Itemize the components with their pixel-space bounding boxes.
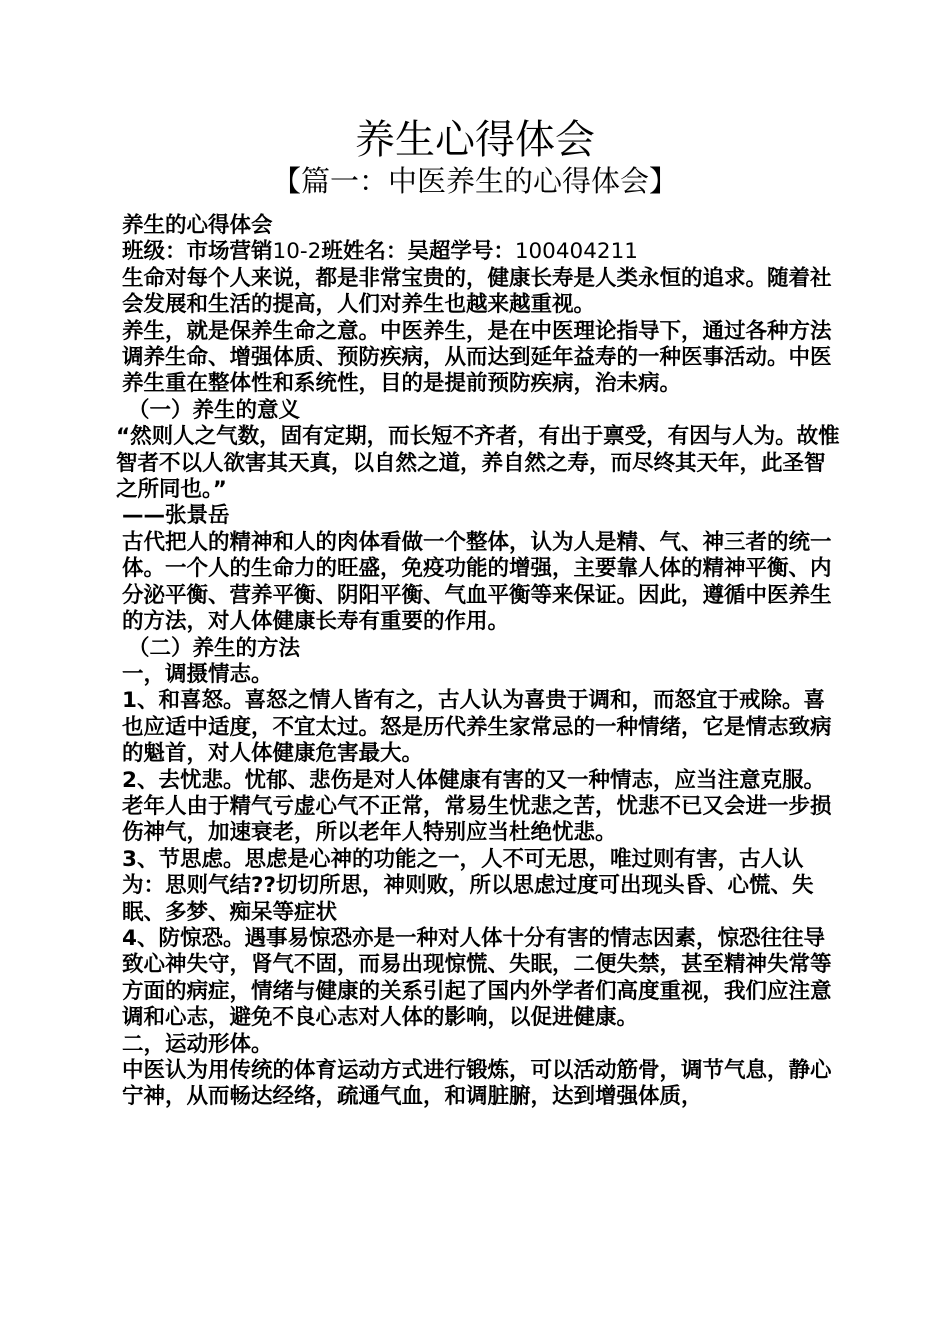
- method-item-1: 1、和喜怒。喜怒之情人皆有之，古人认为喜贵于调和，而怒宜于戒除。喜也应适中适度，不宜太过。怒是历代养生家常忌的一种情绪，它是情志致病的魁首，对人体健康危害最大。: [122, 688, 832, 767]
- method-item-4: 4、防惊恐。遇事易惊恐亦是一种对人体十分有害的情志因素，惊恐往往导致心神失守，肾气不固，而易出现惊慌、失眠，二便失禁，甚至精神失常等方面的病症，情绪与健康的关系引起了国内外学者们高度重视，我们应注意调和心志，避免不良心志对人体的影响，以促进健康。: [122, 925, 832, 1031]
- method-item-3: 3、节思虑。思虑是心神的功能之一，人不可无思，唯过则有害，古人认为：思则气结??切切所思，神则败，所以思虑过度可出现头昏、心慌、失眠、多梦、痴呆等症状: [122, 846, 814, 925]
- class-value: 10-2: [272, 239, 322, 265]
- document-body: [116, 213, 844, 1111]
- method-heading-1: 一，调摄情志。: [122, 661, 273, 687]
- quotation: “然则人之气数，固有定期，而长短不齐者，有出于禀受，有因与人为。故惟智者不以人欲害其天真，以自然之道，养自然之寿，而尽终其天年，此圣智之所同也。”: [116, 424, 840, 503]
- paragraph-4: 中医认为用传统的体育运动方式进行锻炼，可以活动筋骨，调节气息，静心宁神，从而畅达经络，疏通气血，和调脏腑，达到增强体质，: [122, 1058, 832, 1110]
- document-subtitle: 【篇一：中医养生的心得体会】: [271, 164, 678, 198]
- student-id-value: 100404211: [514, 239, 638, 265]
- paragraph-3: 古代把人的精神和人的肉体看做一个整体，认为人是精、气、神三者的统一体。一个人的生命力的旺盛，免疫功能的增强，主要靠人体的精神平衡、内分泌平衡、营养平衡、阴阳平衡、气血平衡等来保证。因此，遵循中医养生的方法，对人体健康长寿有重要的作用。: [122, 529, 832, 635]
- document-title: 养生心得体会: [355, 117, 595, 163]
- subheading-significance: （一）养生的意义: [128, 397, 301, 423]
- quotation-attribution: ——张景岳: [122, 503, 230, 529]
- class-label: 班级：市场营销: [122, 239, 273, 265]
- method-item-2: 2、去忧悲。忧郁、悲伤是对人体健康有害的又一种情志，应当注意克服。老年人由于精气亏虚心气不正常，常易生忧悲之苦，忧悲不已又会进一步损伤神气，加速衰老，所以老年人特别应当杜绝忧悲。: [122, 767, 832, 846]
- name-id-label: 班姓名：吴超学号：: [321, 239, 515, 265]
- method-heading-2: 二，运动形体。: [122, 1031, 273, 1057]
- paragraph-2: 养生，就是保养生命之意。中医养生，是在中医理论指导下，通过各种方法调养生命、增强体质、预防疾病，从而达到延年益寿的一种医事活动。中医养生重在整体性和系统性，目的是提前预防疾病，治未病。: [122, 318, 832, 397]
- paragraph-1: 生命对每个人来说，都是非常宝贵的，健康长寿是人类永恒的追求。随着社会发展和生活的提高，人们对养生也越来越重视。: [122, 265, 832, 318]
- class-info-line: [116, 239, 844, 265]
- subheading-methods: （二）养生的方法: [128, 635, 301, 661]
- section-heading: 养生的心得体会: [122, 213, 273, 238]
